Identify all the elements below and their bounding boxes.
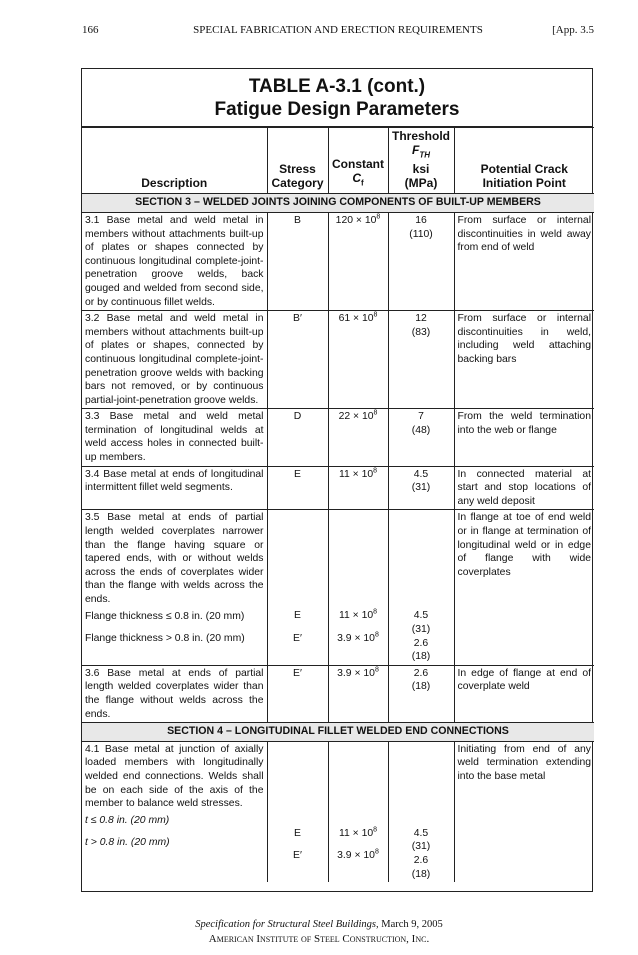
header-description: Description [82,128,267,194]
table-row [82,409,594,466]
row-constant: $3.9 \times 10^8$ [328,665,388,722]
row-description: 3.2 Base metal and weld metal in members without attachments built-up of plates or shapes, connected by continuous longitudinal complete-joint-penetration groove welds with backing bars not removed, or by continuous partial-joint-penetration groove welds. [82,311,267,409]
row-threshold [388,510,454,665]
sub-case-1-label: t ≤ 0.8 in. (20 mm) [85,814,170,826]
table-caption [82,69,592,127]
row-category [267,741,328,882]
sub-case-1-constant: $11 \times 10^8$ [338,826,378,839]
row-description: 3.3 Base metal and weld metal termination of longitudinal welds at weld access holes in connected built-up members. [82,409,267,466]
row-description: 3.4 Base metal at ends of longitudinal intermittent fillet weld segments. [82,466,267,510]
sub-case-1-threshold: 4.5 (31) [411,827,431,853]
row-category: E′ [267,665,328,722]
row-category: E [267,466,328,510]
sub-case-1-category: E [294,610,301,622]
row-threshold: 4.5 (31) [388,466,454,510]
row-description [82,741,267,882]
row-crack-point: In flange at toe of end weld or in flange at termination of longitudinal weld or in edge of flange with wide coverplates [454,510,594,665]
table-grid [82,127,594,882]
row-threshold: 7 (48) [388,409,454,466]
table-row [82,510,594,665]
row-constant: $11 \times 10^8$ [328,466,388,510]
row-category [267,510,328,665]
row-threshold: 12 (83) [388,311,454,409]
header-crack-point: Potential Crack Initiation Point [454,128,594,194]
row-crack-point: In edge of flange at end of coverplate weld [454,665,594,722]
fatigue-table [81,68,593,892]
table-row [82,466,594,510]
section-3-heading: SECTION 3 – WELDED JOINTS JOINING COMPONENTS OF BUILT-UP MEMBERS [82,194,594,213]
row-crack-point: From surface or internal discontinuities in weld, including weld attaching backing bars [454,311,594,409]
section-4-heading: SECTION 4 – LONGITUDINAL FILLET WELDED END CONNECTIONS [82,723,594,742]
sub-case-2-category: E′ [293,850,302,862]
row-constant [328,510,388,665]
row-threshold: 16 (110) [388,212,454,310]
row-category: B [267,212,328,310]
row-description: 3.1 Base metal and weld metal in members without attachments built-up of plates or shapes connected by continuous longitudinal complete-joint-penetration groove welds, back gouged and welded from second side, or by continuous fillet welds. [82,212,267,310]
footer-spec-title: Specification for Structural Steel Buildings, [195,919,379,930]
row-category: B′ [267,311,328,409]
row-constant: $61 \times 10^8$ [328,311,388,409]
row-threshold [388,741,454,882]
appendix-ref: [App. 3.5 [552,24,594,36]
row-constant: $120 \times 10^8$ [328,212,388,310]
header-row [82,128,594,194]
sub-case-2-constant: $3.9 \times 10^8$ [337,631,379,645]
table-title: TABLE A-3.1 (cont.) [248,76,426,97]
sub-case-1-threshold: 4.5 (31) [411,610,431,636]
table-row [82,741,594,882]
row-description-text: 4.1 Base metal at junction of axially loaded members with longitudinally welded end connections. Welds shall be on each side of the axis of the member to balance weld stresses. [85,743,264,810]
sub-case-2-threshold: 2.6 (18) [411,854,431,880]
sub-case-2-constant: $3.9 \times 10^8$ [337,848,379,862]
sub-case-2-threshold: 2.6 (18) [411,637,431,663]
row-threshold: 2.6 (18) [388,665,454,722]
footer-date: March 9, 2005 [378,919,443,930]
row-crack-point: Initiating from end of any weld termination extending into the base metal [454,741,594,882]
row-constant [328,741,388,882]
header-threshold: Threshold $F_{TH}$ ksi (MPa) [388,128,454,194]
table-subtitle: Fatigue Design Parameters [214,99,460,120]
running-title: SPECIAL FABRICATION AND ERECTION REQUIREMENTS [193,24,483,36]
header-stress-category: Stress Category [267,128,328,194]
row-crack-point: From the weld termination into the web or flange [454,409,594,466]
row-crack-point: In connected material at start and stop locations of any weld deposit [454,466,594,510]
page-number: 166 [82,24,99,36]
section-row [82,723,594,742]
table-row [82,212,594,310]
sub-case-1-label: Flange thickness ≤ 0.8 in. (20 mm) [85,610,245,622]
running-head [82,24,594,40]
sub-case-2-label: Flange thickness > 0.8 in. (20 mm) [85,633,245,645]
row-constant: $22 \times 10^8$ [328,409,388,466]
sub-case-2-category: E′ [293,633,302,645]
header-constant: Constant $C_f$ [328,128,388,194]
sub-case-1-constant: $11 \times 10^8$ [338,608,378,622]
sub-case-2-label: t > 0.8 in. (20 mm) [85,837,170,849]
table-row [82,665,594,722]
table-row [82,311,594,409]
footer-publisher: American Institute of Steel Construction, Inc. [208,933,430,945]
section-row [82,194,594,213]
row-description-text: 3.5 Base metal at ends of partial length welded coverplates narrower than the flange having square or tapered ends, with or without welds across the ends of coverplates wider than the flange with welds across the ends. [85,512,264,606]
row-description: 3.6 Base metal at ends of partial length welded coverplates wider than the flange without welds across the ends. [82,665,267,722]
row-description [82,510,267,665]
row-category: D [267,409,328,466]
row-crack-point: From surface or internal discontinuities in weld away from end of weld [454,212,594,310]
page-footer [0,918,638,946]
sub-case-1-category: E [294,827,301,839]
